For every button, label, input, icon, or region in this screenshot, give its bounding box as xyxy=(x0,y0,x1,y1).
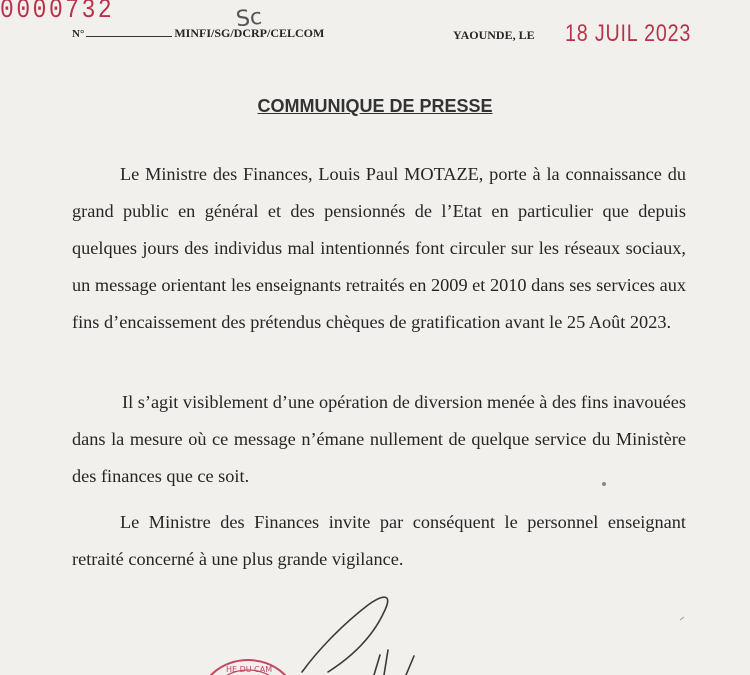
stray-mark xyxy=(602,482,606,486)
reference-prefix: N° xyxy=(72,28,85,40)
signature xyxy=(302,597,414,675)
registration-stamp-number: 0000732 xyxy=(0,0,115,26)
paragraph-3: Le Ministre des Finances invite par conséquent le personnel enseignant retraité concerné à une plus grande vigilance. xyxy=(72,512,686,569)
page-title: COMMUNIQUE DE PRESSE xyxy=(257,96,493,116)
place-label: YAOUNDE, LE xyxy=(453,28,535,42)
handwritten-annotation: Sc xyxy=(234,4,264,33)
official-seal xyxy=(198,660,298,675)
stray-mark xyxy=(680,617,684,620)
reference-code: MINFI/SG/DCRP/CELCOM xyxy=(174,26,325,40)
paragraph-1: Le Ministre des Finances, Louis Paul MOTAZE, porte à la connaissance du grand public en général et des pensionnés de l’Etat en particulier que depuis quelques jours des individus mal intentionnés font circuler sur les réseaux sociaux, un message orientant les enseignants retraités en 2009 et 2010 dans ses services aux fins d’encaissement des prétendus chèques de gratification avant le 25 Août 2023. xyxy=(72,164,686,332)
date-stamp: 18 JUIL 2023 xyxy=(565,20,692,47)
seal-text: HE DU CAM xyxy=(226,665,273,674)
paragraph-2: Il s’agit visiblement d’une opération de diversion menée à des fins inavouées dans la mesure où ce message n’émane nullement de quelque service du Ministère des finances que ce soit. xyxy=(72,392,687,486)
